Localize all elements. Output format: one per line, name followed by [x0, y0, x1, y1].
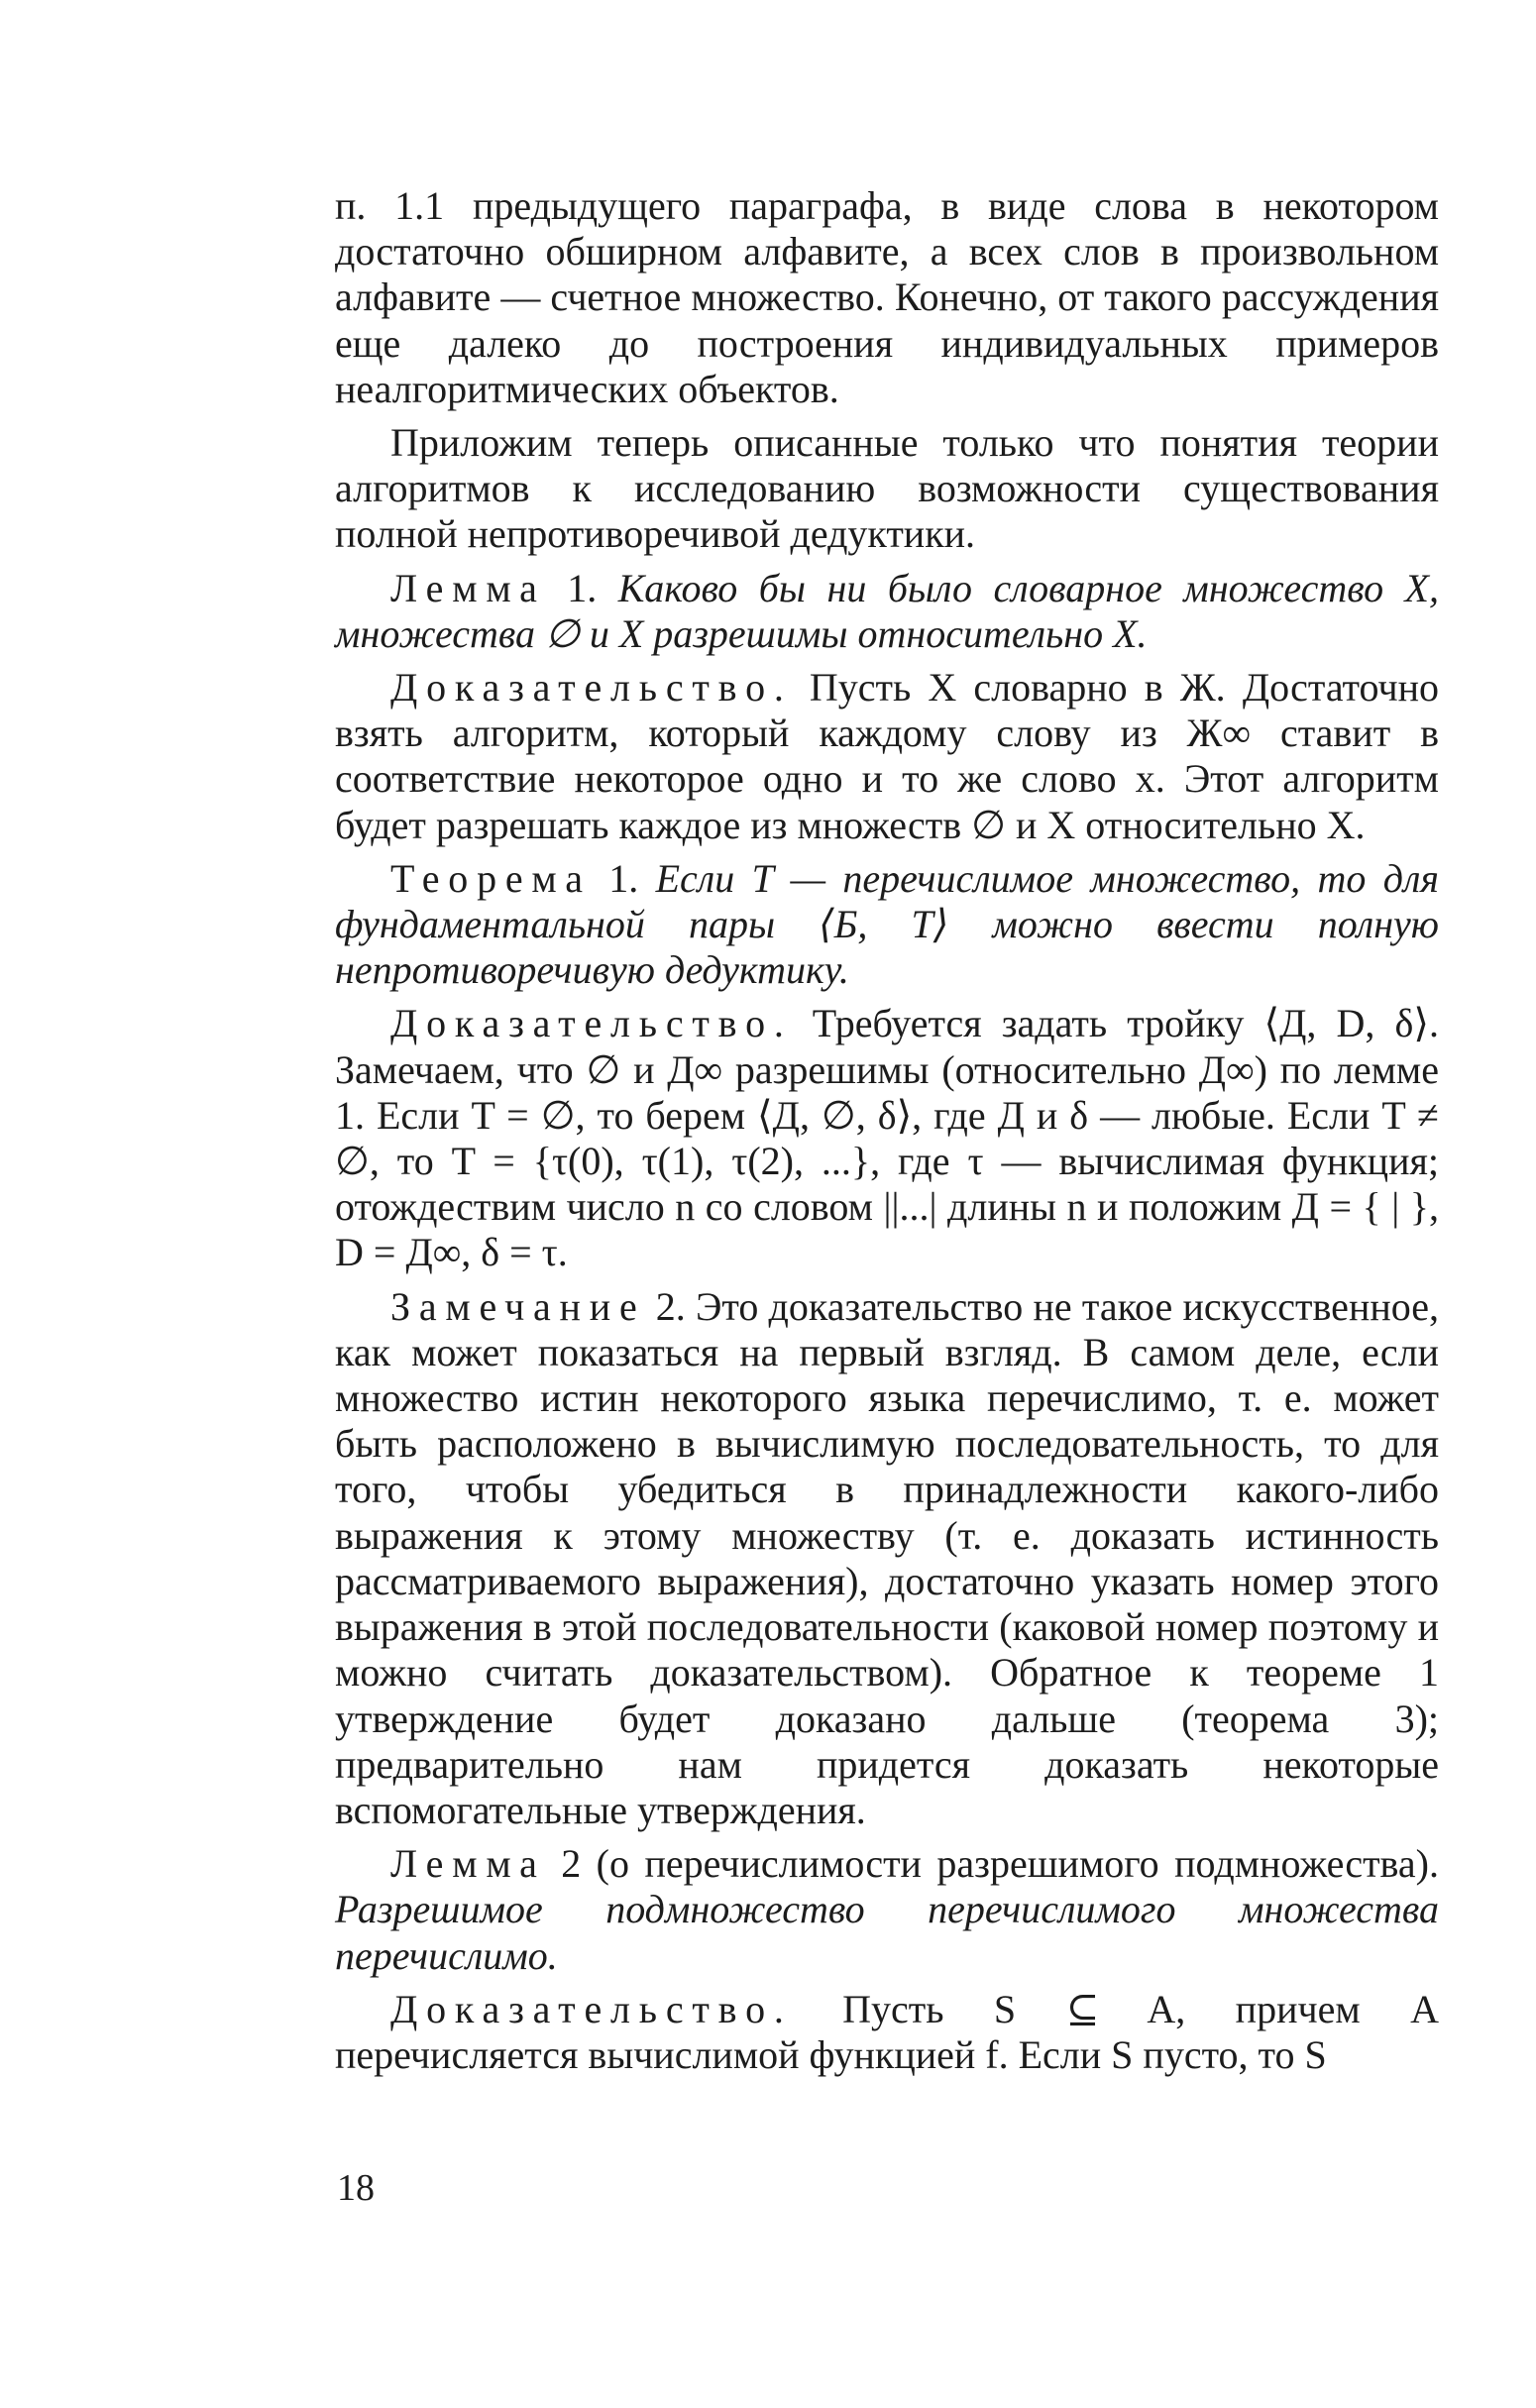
paragraph-text: п. 1.1 предыдущего параграфа, в виде слова в некотором достаточно обширном алфавите, а всех слов в произвольном алфавите — счетное множество. Конечно, от такого рассуждения еще далеко до построения индивидуальных примеров неалгоритмических объектов.: [335, 183, 1439, 411]
lemma-label: Лемма: [390, 1841, 546, 1887]
page-text: [335, 183, 1439, 2078]
page-number: 18: [337, 2167, 375, 2209]
proof-text: Требуется задать тройку ⟨Д, D, δ⟩. Замечаем, что ∅ и Д∞ разрешимы (относительно Д∞) по лемме 1. Если T = ∅, то берем ⟨Д, ∅, δ⟩, где Д и δ — любые. Если T ≠ ∅, то T = {τ(0), τ(1), τ(2), ...}, где τ — вычислимая функция; отождествим число n со словом ||...| длины n и положим Д = { | }, D = Д∞, δ = τ.: [335, 1001, 1439, 1275]
proof-text: Пусть X словарно в Ж. Достаточно взять алгоритм, который каждому слову из Ж∞ ставит в соответствие некоторое одно и то же слово x. Этот алгоритм будет разрешать каждое из множеств ∅ и X относительно X.: [335, 665, 1439, 847]
remark-text: 2. Это доказательство не такое искусственное, как может показаться на первый взгляд. В самом деле, если множество истин некоторого языка перечислимо, т. е. может быть расположено в вычислимую последовательность, то для того, чтобы убедиться в принадлежности какого-либо выражения к этому множеству (т. е. доказать истинность рассматриваемого выражения), достаточно указать номер этого выражения в этой последовательности (каковой номер поэтому и можно считать доказательством). Обратное к теореме 1 утверждение будет доказано дальше (теорема 3); предварительно нам придется доказать некоторые вспомогательные утверждения.: [335, 1283, 1439, 1832]
lemma-label: Лемма: [390, 565, 546, 610]
paragraph-application: [335, 420, 1439, 558]
lemma-2: [335, 1841, 1439, 1979]
paragraph-continuation: [335, 183, 1439, 412]
lemma-statement: Каково бы ни было словарное множество X, множества ∅ и X разрешимы относительно X.: [335, 565, 1439, 656]
proof-text: Пусть S ⊆ A, причем A перечисляется вычислимой функцией f. Если S пусто, то S: [335, 1986, 1439, 2077]
theorem-statement: Если T — перечислимое множество, то для фундаментальной пары ⟨Б, T⟩ можно ввести полную непротиворечивую дедуктику.: [335, 855, 1440, 993]
paragraph-text: Приложим теперь описанные только что понятия теории алгоритмов к исследованию возможности существования полной непротиворечивой дедуктики.: [335, 420, 1439, 557]
lemma-1: [335, 566, 1439, 657]
lemma-number: 1.: [545, 565, 618, 610]
proof-label: Доказательство.: [390, 1001, 793, 1046]
remark-label: Замечание: [390, 1283, 646, 1329]
lemma-statement: Разрешимое подмножество перечислимого множества перечислимо.: [335, 1887, 1439, 1978]
proof-lemma-2: [335, 1987, 1439, 2078]
lemma-heading: 2 (о перечислимости разрешимого подмножества).: [545, 1841, 1439, 1887]
proof-label: Доказательство.: [390, 1986, 793, 2031]
theorem-1: [335, 856, 1439, 994]
proof-lemma-1: [335, 665, 1439, 848]
proof-theorem-1: [335, 1001, 1439, 1275]
proof-label: Доказательство.: [390, 665, 793, 711]
theorem-label: Теорема: [390, 855, 592, 901]
remark-2: [335, 1284, 1439, 1833]
theorem-number: 1.: [591, 855, 656, 901]
